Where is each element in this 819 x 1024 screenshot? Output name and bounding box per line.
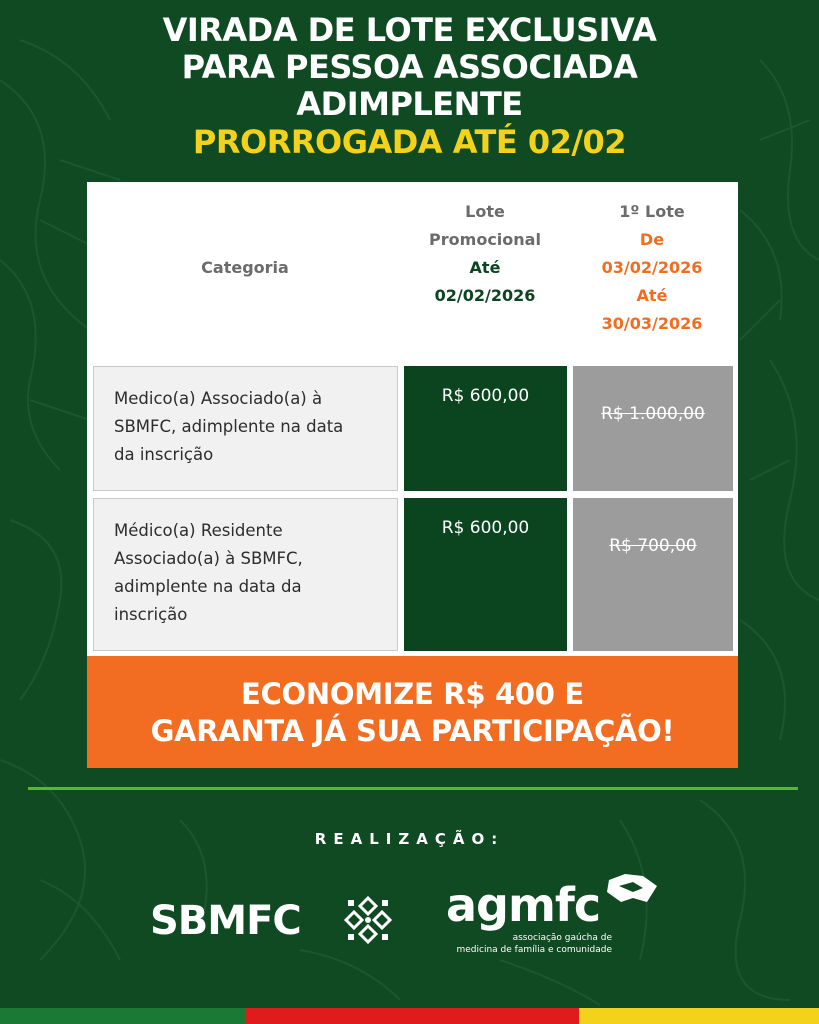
header-lote-line: De — [639, 230, 665, 249]
header-promo-line: Lote — [465, 202, 505, 221]
headline — [0, 12, 819, 161]
stripe-green — [0, 1008, 246, 1024]
category-line: adimplente na data da — [114, 577, 302, 596]
realizacao-label: REALIZAÇÃO: — [314, 830, 505, 848]
table-row-category — [93, 498, 398, 651]
banner-line-1: ECONOMIZE R$ 400 E — [241, 677, 584, 711]
banner-line-2: GARANTA JÁ SUA PARTICIPAÇÃO! — [150, 714, 675, 748]
savings-banner — [87, 656, 738, 768]
stripe-yellow — [579, 1008, 819, 1024]
category-line: Médico(a) Residente — [114, 521, 283, 540]
category-line: da inscrição — [114, 445, 214, 464]
header-promo-line: Até — [469, 258, 501, 277]
rio-grande-do-sul-map-icon — [603, 872, 661, 906]
divider — [28, 787, 798, 790]
header-lote-line: Até — [636, 286, 668, 305]
header-lote-line: 03/02/2026 — [601, 258, 703, 277]
agmfc-logo: agmfc — [446, 878, 601, 932]
lote-price-cell-strikethrough: R$ 700,00 — [573, 498, 733, 651]
agmfc-subtitle-line: medicina de família e comunidade — [456, 945, 612, 955]
header-promo-line: Promocional — [429, 230, 541, 249]
pricing-table — [87, 182, 738, 768]
header-promo-lote — [399, 198, 571, 310]
headline-extended-date: PRORROGADA ATÉ 02/02 — [192, 123, 627, 161]
category-line: inscrição — [114, 605, 188, 624]
header-lote-line: 1º Lote — [619, 202, 685, 221]
headline-line-1: VIRADA DE LOTE EXCLUSIVA — [162, 11, 657, 49]
stripe-red — [246, 1008, 579, 1024]
header-category: Categoria — [201, 258, 289, 277]
category-line: SBMFC, adimplente na data — [114, 417, 344, 436]
header-promo-line: 02/02/2026 — [434, 286, 536, 305]
lote-price-cell-strikethrough: R$ 1.000,00 — [573, 366, 733, 491]
headline-line-3: ADIMPLENTE — [296, 85, 523, 123]
headline-line-2: PARA PESSOA ASSOCIADA — [181, 48, 638, 86]
sbmfc-emblem-icon — [340, 892, 396, 948]
category-line: Medico(a) Associado(a) à — [114, 389, 323, 408]
header-lote-line: 30/03/2026 — [601, 314, 703, 333]
agmfc-subtitle-line: associação gaúcha de — [512, 933, 612, 943]
promo-price-cell: R$ 600,00 — [404, 366, 567, 491]
table-row-category — [93, 366, 398, 491]
sbmfc-logo: SBMFC — [150, 898, 301, 944]
promo-price-cell: R$ 600,00 — [404, 498, 567, 651]
header-first-lote — [571, 198, 733, 338]
category-line: Associado(a) à SBMFC, — [114, 549, 303, 568]
agmfc-subtitle — [452, 932, 612, 956]
